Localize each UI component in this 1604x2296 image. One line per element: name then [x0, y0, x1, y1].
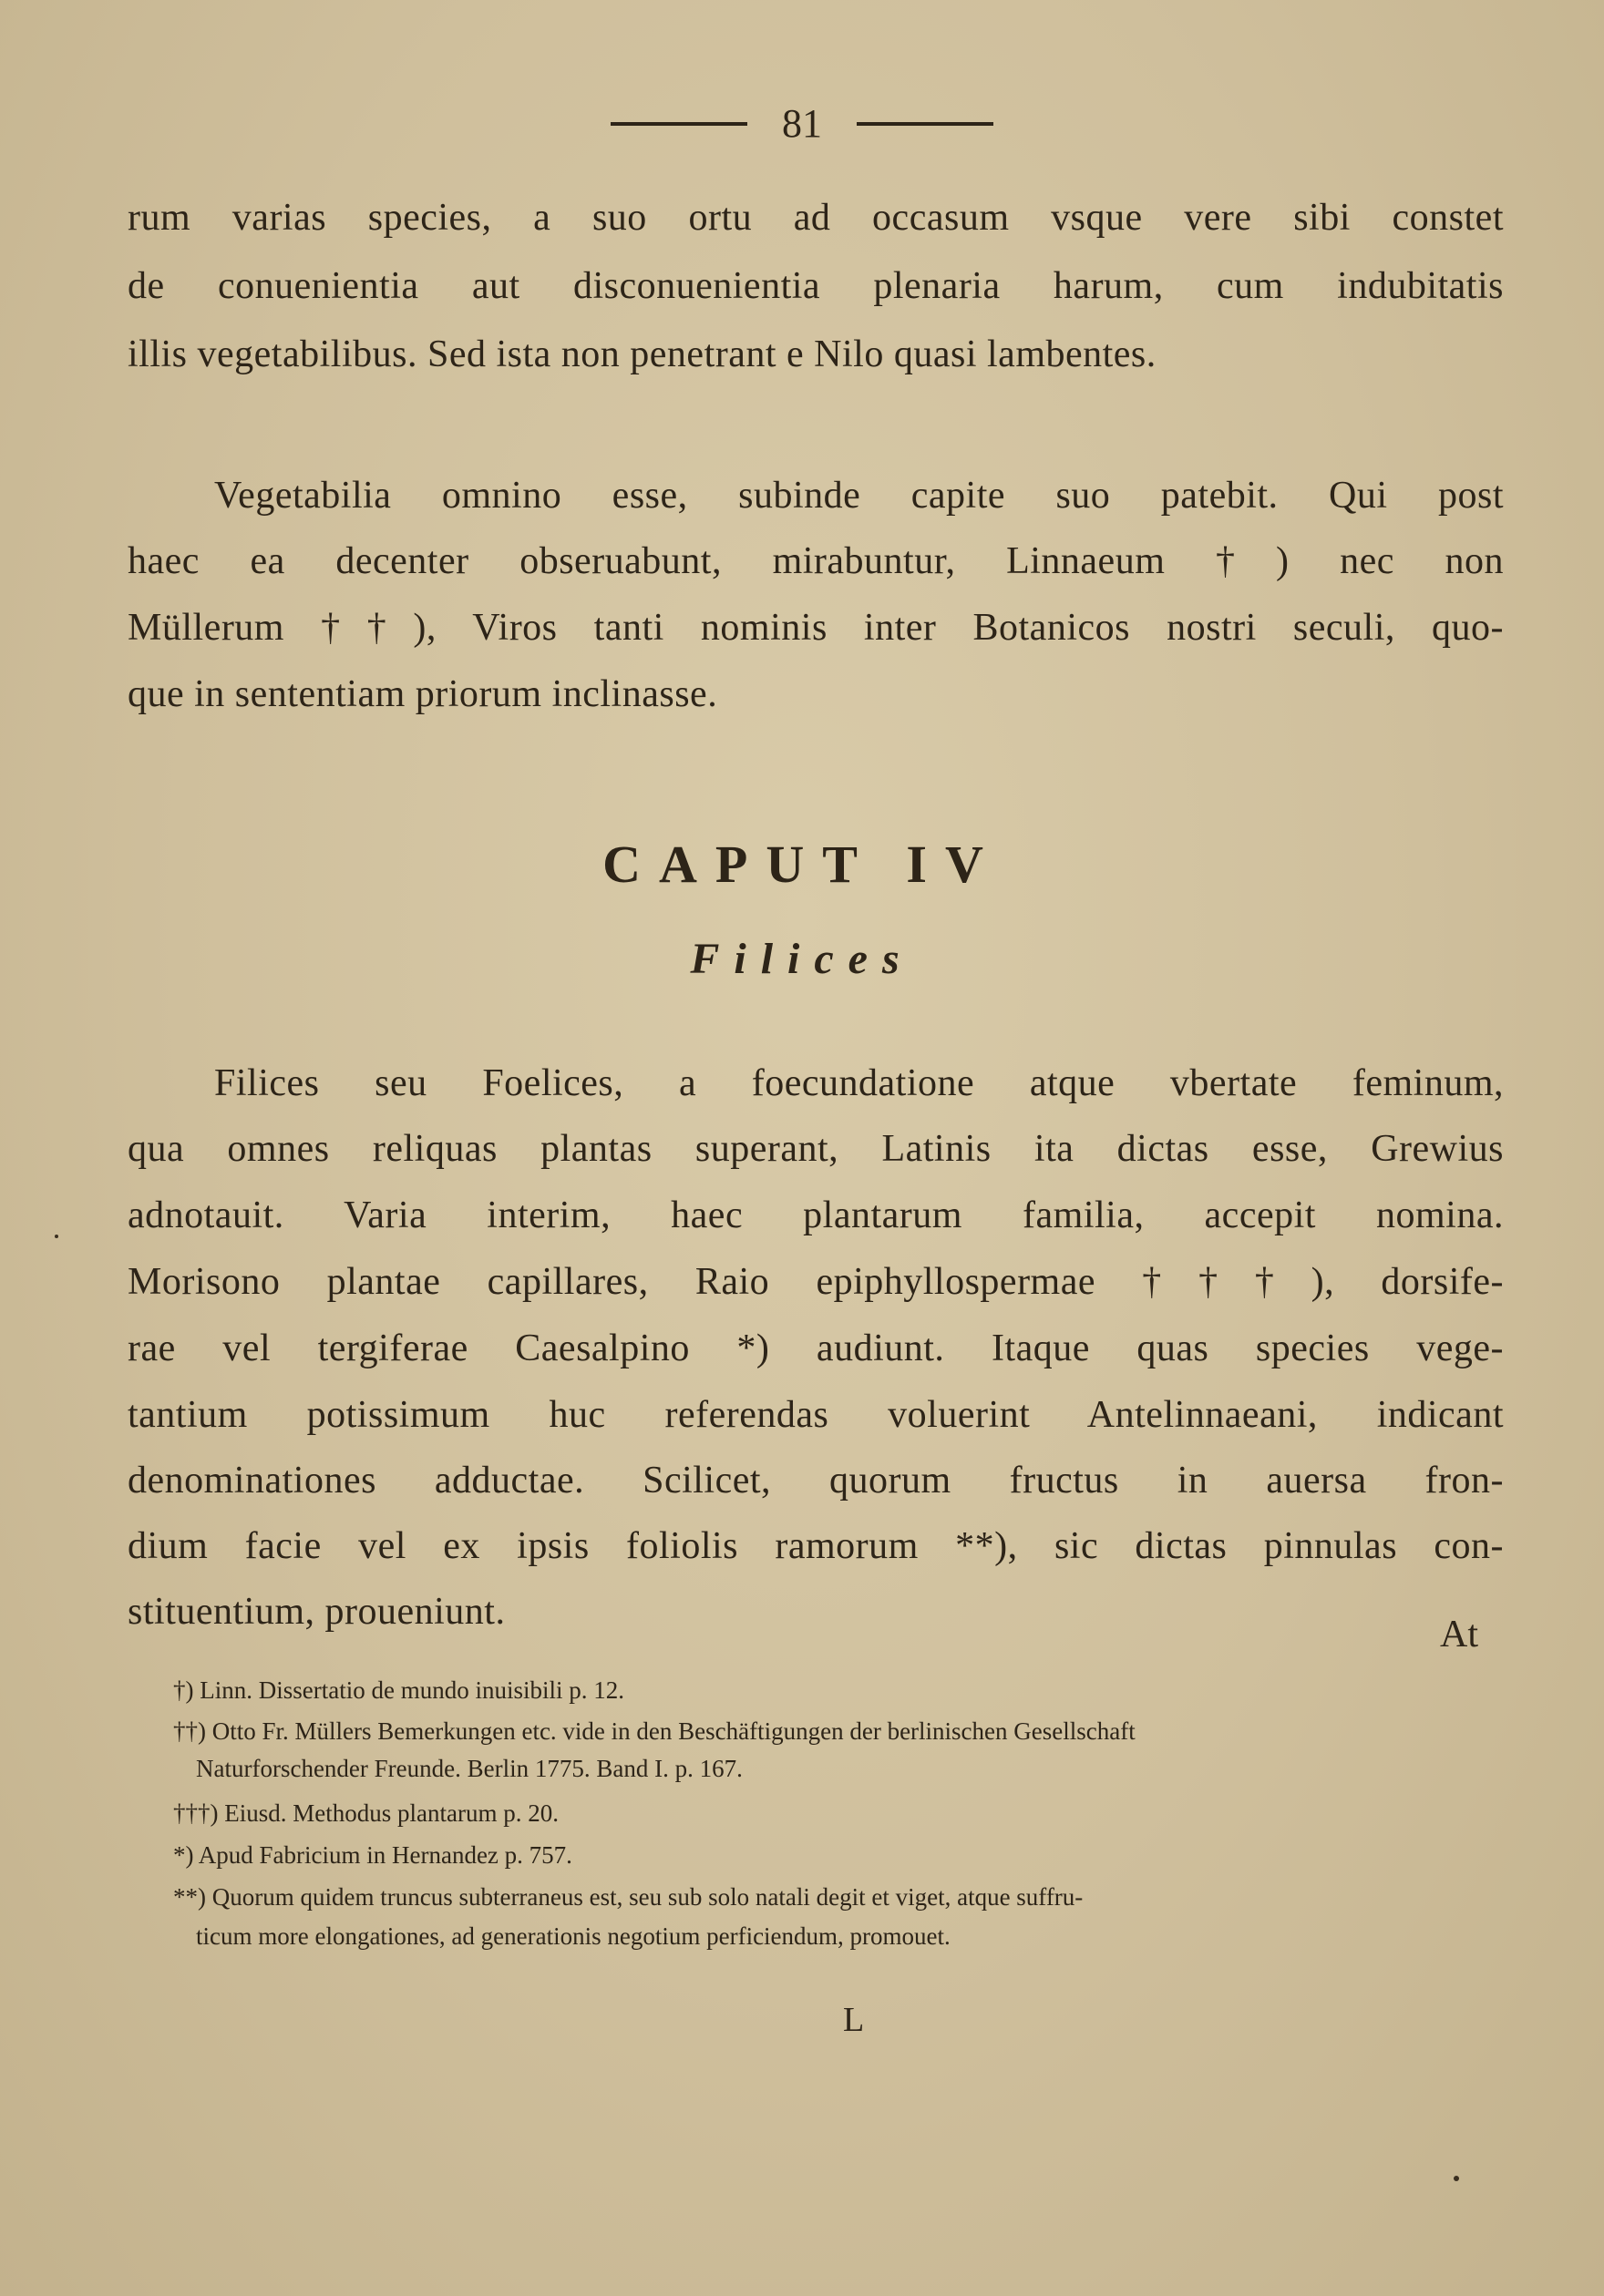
- footnote: †) Linn. Dissertatio de mundo inuisibili p. 12.: [173, 1676, 624, 1704]
- text-line: haec ea decenter obseruabunt, mirabuntur, Linnaeum †) nec non: [128, 540, 1504, 582]
- footnote: †††) Eiusd. Methodus plantarum p. 20.: [173, 1799, 559, 1827]
- header-rule-right: [857, 122, 993, 126]
- text-line: Filices seu Foelices, a foecundatione atque vbertate feminum,: [214, 1062, 1504, 1104]
- text-line: rum varias species, a suo ortu ad occasum vsque vere sibi constet: [128, 197, 1504, 239]
- footnote-continuation: ticum more elongationes, ad generationis negotium perficiendum, promouet.: [196, 1922, 951, 1950]
- text-line: rae vel tergiferae Caesalpino *) audiunt. Itaque quas species vege-: [128, 1327, 1504, 1369]
- text-line: Vegetabilia omnino esse, subinde capite suo patebit. Qui post: [214, 475, 1504, 517]
- text-line: qua omnes reliquas plantas superant, Latinis ita dictas esse, Grewius: [128, 1128, 1504, 1170]
- chapter-title: CAPUT IV: [602, 835, 1002, 894]
- footnote: *) Apud Fabricium in Hernandez p. 757.: [173, 1841, 572, 1869]
- text-line: tantium potissimum huc referendas voluerint Antelinnaeani, indicant: [128, 1394, 1504, 1436]
- text-line: denominationes adductae. Scilicet, quorum fructus in auersa fron-: [128, 1460, 1504, 1502]
- footnote: **) Quorum quidem truncus subterraneus est, seu sub solo natali degit et viget, atque suffru-: [173, 1883, 1084, 1911]
- paper-speck: [1454, 2176, 1459, 2181]
- text-line: stituentium, proueniunt.: [128, 1591, 506, 1633]
- paper-speck: [55, 1235, 58, 1238]
- text-line: illis vegetabilibus. Sed ista non penetrant e Nilo quasi lambentes.: [128, 333, 1157, 375]
- header-rule-left: [611, 122, 747, 126]
- signature-mark: L: [843, 2001, 865, 2039]
- text-line: de conuenientia aut disconuenientia plenaria harum, cum indubitatis: [128, 265, 1504, 307]
- text-line: Müllerum ††), Viros tanti nominis inter Botanicos nostri seculi, quo-: [128, 607, 1504, 649]
- text-line: que in sententiam priorum inclinasse.: [128, 673, 718, 715]
- page-number: 81: [782, 101, 822, 146]
- catchword-at: At: [1440, 1614, 1478, 1655]
- text-line: Morisono plantae capillares, Raio epiphyllospermae †††), dorsife-: [128, 1261, 1504, 1303]
- footnote-continuation: Naturforschender Freunde. Berlin 1775. Band I. p. 167.: [196, 1755, 743, 1782]
- chapter-subtitle: Filices: [690, 935, 914, 983]
- running-header: [0, 100, 1604, 147]
- text-line: adnotauit. Varia interim, haec plantarum familia, accepit nomina.: [128, 1194, 1504, 1236]
- text-line: dium facie vel ex ipsis foliolis ramorum **), sic dictas pinnulas con-: [128, 1525, 1504, 1567]
- footnote: ††) Otto Fr. Müllers Bemerkungen etc. vide in den Beschäftigungen der berlinischen Gesellschaft: [173, 1717, 1136, 1745]
